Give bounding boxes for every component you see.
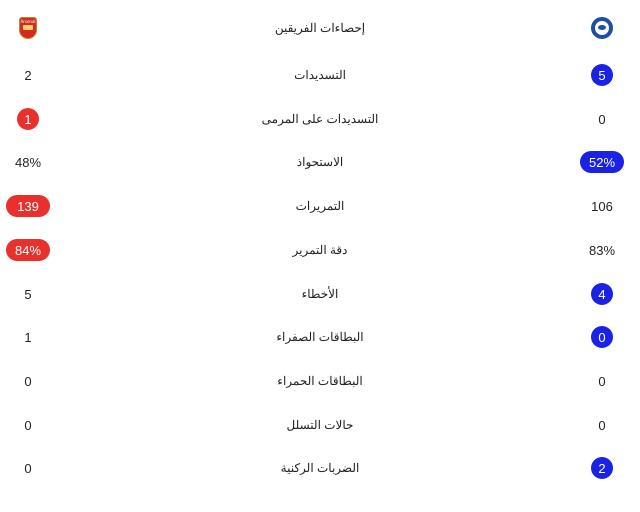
stat-label-shots-on-target: التسديدات على المرمى — [261, 112, 379, 126]
away-shots-on-target-value: 0 — [598, 111, 606, 127]
away-pass-accuracy-value: 83% — [588, 242, 616, 258]
home-fouls-value: 5 — [24, 286, 32, 302]
stats-header-row — [0, 12, 640, 44]
stat-label-passes: التمريرات — [295, 199, 345, 213]
stat-label-shots: التسديدات — [294, 68, 346, 82]
stat-label-red-cards: البطاقات الحمراء — [277, 374, 363, 388]
home-yellow-cards-value: 1 — [24, 329, 32, 345]
home-shots-value: 2 — [24, 67, 32, 83]
brighton-crest-icon — [591, 17, 613, 39]
arsenal-crest-icon — [19, 17, 37, 39]
away-yellow-cards-value: 0 — [591, 326, 613, 348]
stat-row-shots — [0, 59, 640, 91]
away-shots-value: 5 — [591, 64, 613, 86]
away-fouls-value: 4 — [591, 283, 613, 305]
home-possession-value: 48% — [14, 154, 42, 170]
away-corners-value: 2 — [591, 457, 613, 479]
away-team-crest-cell — [564, 12, 640, 44]
home-team-crest-cell — [0, 12, 56, 44]
stat-label-pass-accuracy: دقة التمرير — [292, 243, 348, 257]
stat-label-possession: الاستحواذ — [296, 155, 344, 169]
away-offsides-value: 0 — [598, 417, 606, 433]
home-offsides-value: 0 — [24, 417, 32, 433]
stat-row-fouls — [0, 278, 640, 310]
stat-label-offsides: حالات التسلل — [286, 418, 354, 432]
stat-row-possession — [0, 146, 640, 178]
stat-label-corners: الضربات الركنية — [280, 461, 360, 475]
home-passes-value: 139 — [6, 195, 50, 217]
away-passes-value: 106 — [591, 198, 613, 214]
away-red-cards-value: 0 — [598, 373, 606, 389]
stat-row-passes — [0, 190, 640, 222]
stat-label-fouls: الأخطاء — [301, 287, 339, 301]
home-red-cards-value: 0 — [24, 373, 32, 389]
away-possession-value: 52% — [580, 151, 624, 173]
stat-label-yellow-cards: البطاقات الصفراء — [276, 330, 364, 344]
home-corners-value: 0 — [24, 460, 32, 476]
stat-row-offsides — [0, 409, 640, 441]
home-pass-accuracy-value: 84% — [6, 239, 50, 261]
stats-title: إحصاءات الفريقين — [274, 21, 366, 35]
stat-row-yellow-cards — [0, 321, 640, 353]
home-shots-on-target-value: 1 — [17, 108, 39, 130]
stat-row-corners — [0, 452, 640, 484]
stat-row-pass-accuracy — [0, 234, 640, 266]
stat-row-red-cards — [0, 365, 640, 397]
stat-row-shots-on-target — [0, 103, 640, 135]
arsenal-crest-text: Arsenal — [20, 19, 36, 24]
